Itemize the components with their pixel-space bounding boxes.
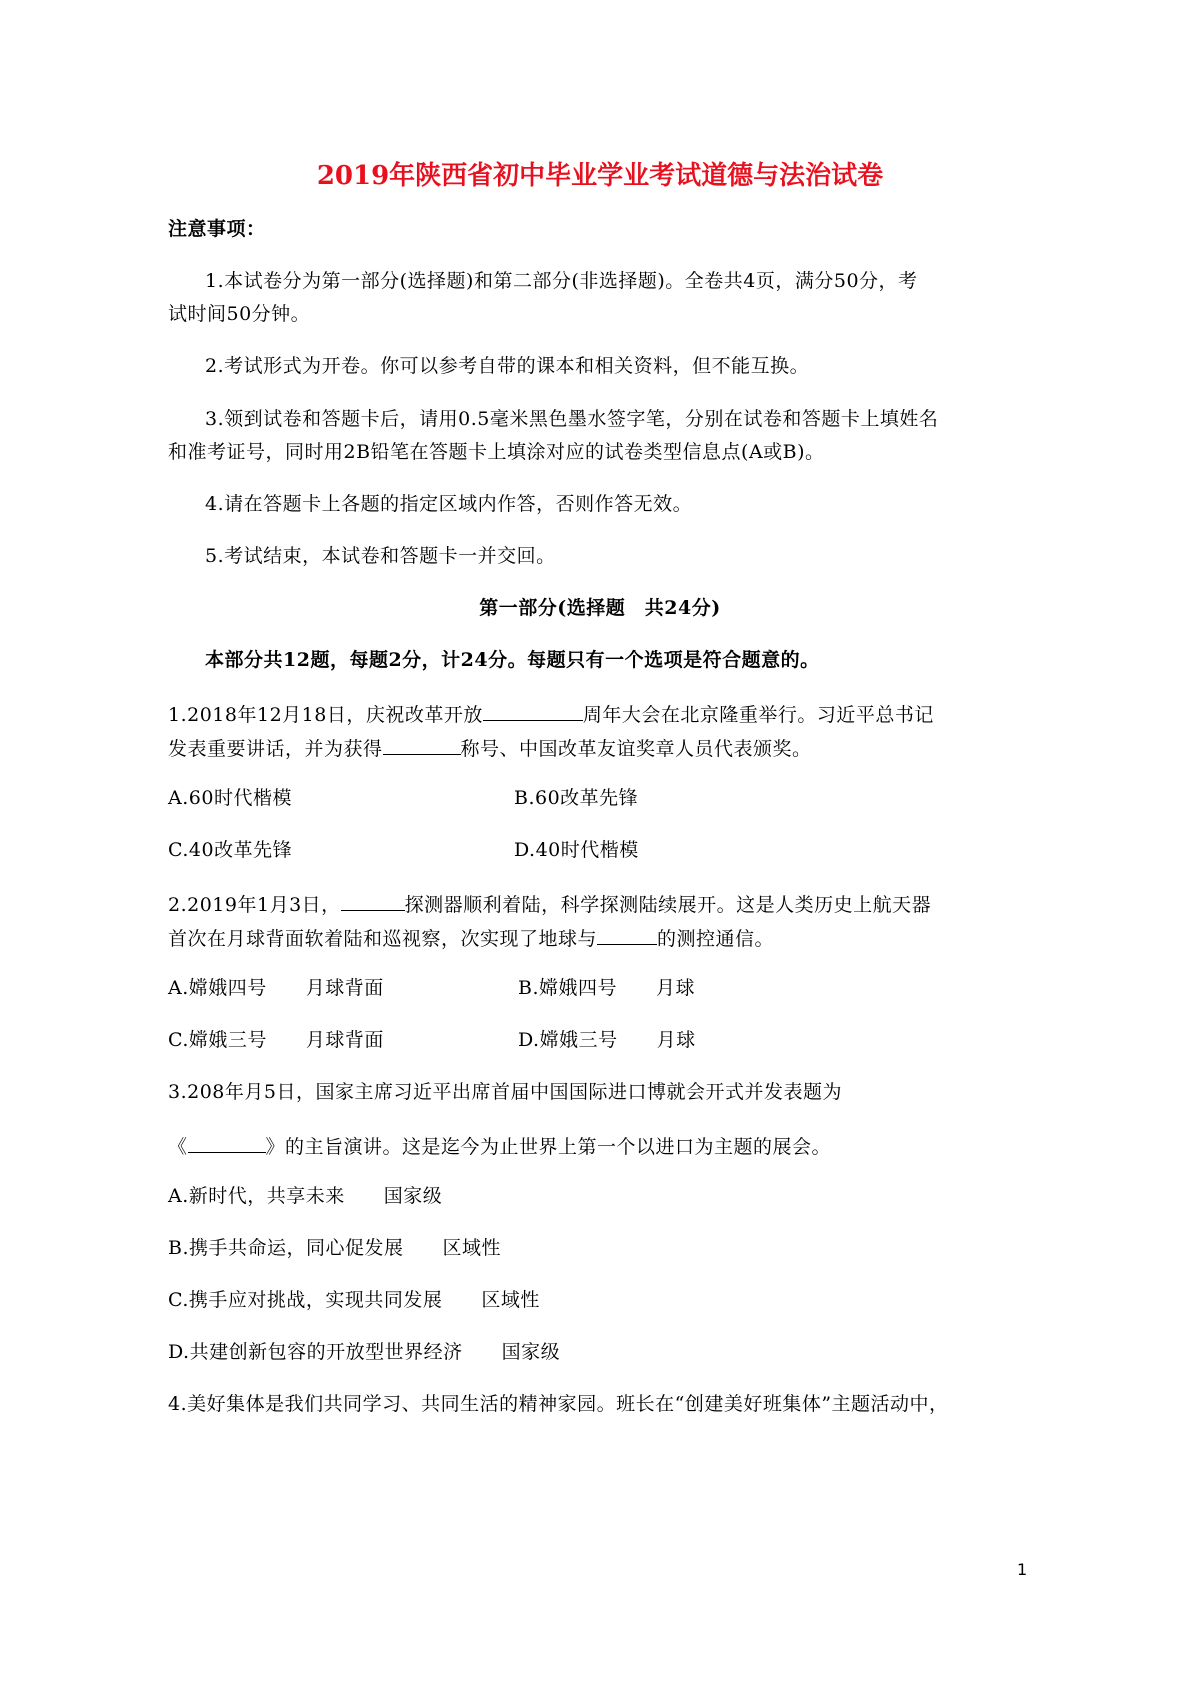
q2-blank-2 (597, 922, 657, 945)
q3-option-d: D.共建创新包容的开放型世界经济 国家级 (168, 1341, 561, 1363)
exam-title: 2019年陕西省初中毕业学业考试道德与法治试卷 (316, 161, 884, 191)
notice-item-3: 3.领到试卷和答题卡后，请用0.5毫米黑色墨水签字笔，分别在试卷和答题卡上填姓名 (205, 408, 939, 430)
q1-option-c: C.40改革先锋 (168, 839, 293, 861)
q1-text-c: 发表重要讲话，并为获得 (168, 738, 383, 760)
q3-line2 (168, 1130, 831, 1161)
q3-option-b: B.携手共命运，同心促发展 区域性 (168, 1237, 502, 1259)
q1-blank-1 (483, 698, 583, 721)
q2-line2 (168, 922, 774, 953)
q2-text-b: 探测器顺利着陆，科学探测陆续展开。这是人类历史上航天器 (404, 894, 932, 916)
q1-option-a: A.60时代楷模 (168, 787, 292, 809)
q3-blank-1 (188, 1130, 266, 1153)
q4-line1: 4.美好集体是我们共同学习、共同生活的精神家园。班长在“创建美好班集体”主题活动中， (168, 1393, 949, 1415)
q1-option-b: B.60改革先锋 (514, 787, 639, 809)
q2-blank-1 (341, 888, 405, 911)
q3-text-a: 《 (168, 1136, 188, 1158)
q3-line1: 3.208年月5日，国家主席习近平出席首届中国国际进口博就会开式并发表题为 (168, 1081, 842, 1103)
notice-heading: 注意事项： (168, 218, 266, 240)
notice-item-1: 1.本试卷分为第一部分(选择题)和第二部分(非选择题)。全卷共4页，满分50分，考 (205, 270, 918, 292)
notice-item-5: 5.考试结束，本试卷和答题卡一并交回。 (205, 545, 556, 567)
q2-text-d: 的测控通信。 (657, 928, 775, 950)
q1-text-b: 周年大会在北京隆重举行。习近平总书记 (582, 704, 934, 726)
q1-option-d: D.40时代楷模 (514, 839, 639, 861)
q3-option-a: A.新时代，共享未来 国家级 (168, 1185, 443, 1207)
part1-instruction: 本部分共12题，每题2分，计24分。每题只有一个选项是符合题意的。 (205, 649, 820, 671)
q2-option-a: A.嫦娥四号 月球背面 (168, 977, 384, 999)
q1-line2 (168, 732, 812, 763)
notice-item-1-cont: 试时间50分钟。 (168, 303, 311, 325)
q1-text-d: 称号、中国改革友谊奖章人员代表颁奖。 (460, 738, 812, 760)
q3-option-c: C.携手应对挑战，实现共同发展 区域性 (168, 1289, 540, 1311)
q2-option-b: B.嫦娥四号 月球 (518, 977, 696, 999)
q2-option-d: D.嫦娥三号 月球 (518, 1029, 696, 1051)
q3-text-b: 》的主旨演讲。这是迄今为止世界上第一个以进口为主题的展会。 (265, 1136, 832, 1158)
notice-item-2: 2.考试形式为开卷。你可以参考自带的课本和相关资料，但不能互换。 (205, 355, 810, 377)
notice-item-4: 4.请在答题卡上各题的指定区域内作答，否则作答无效。 (205, 493, 693, 515)
q1-line1 (168, 698, 934, 729)
q2-text-c: 首次在月球背面软着陆和巡视察，次实现了地球与 (168, 928, 598, 950)
part1-heading: 第一部分(选择题 共24分) (479, 597, 721, 619)
q2-text-a: 2.2019年1月3日， (168, 894, 341, 916)
q1-blank-2 (383, 732, 461, 755)
q2-line1 (168, 888, 931, 919)
q1-text-a: 1.2018年12月18日，庆祝改革开放 (168, 704, 483, 726)
notice-item-3-cont: 和准考证号，同时用2B铅笔在答题卡上填涂对应的试卷类型信息点(A或B)。 (168, 441, 825, 463)
page-number: 1 (1017, 1560, 1028, 1579)
q2-option-c: C.嫦娥三号 月球背面 (168, 1029, 384, 1051)
